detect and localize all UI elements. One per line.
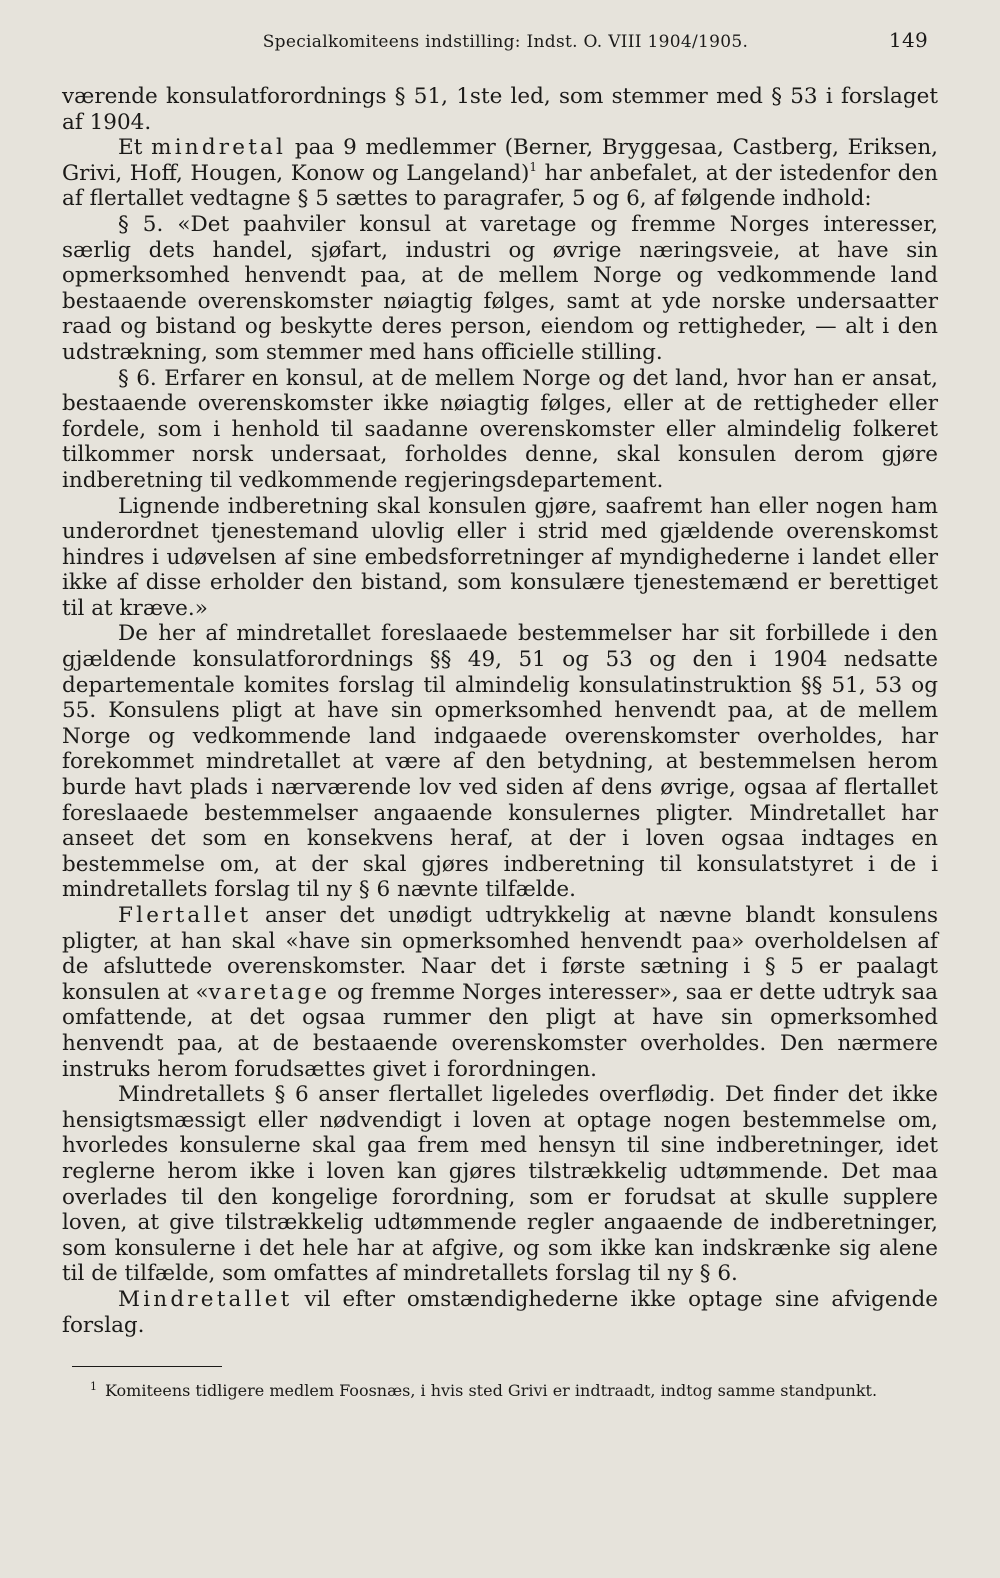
p7-part-b: og fremme Norges interesser», saa er dette udtryk saa omfattende, at det ogsaa rummer den pligt at have sin opmerksomhed henvendt paa, at de bestaaende overenskomster overholdes. Den nærmere instruks herom forudsættes givet i forordningen. — [62, 979, 938, 1082]
footnote-reference[interactable]: 1 — [529, 159, 538, 174]
paragraph-1: værende konsulatforordnings § 51, 1ste led, som stemmer med § 53 i forslaget af 1904. — [62, 84, 938, 135]
paragraph-6: De her af mindretallet foreslaaede bestemmelser har sit forbillede i den gjældende konsulatforordnings §§ 49, 51 og 53 og den i 1904 nedsatte departementale komites forslag til almindelig konsulatinstruktion §§ 51, 53 og 55. Konsulens pligt at have sin opmerksomhed henvendt paa, at de mellem Norge og vedkommende land indgaaede overenskomster overholdes, har forekommet mindretallet at være af den betydning, at bestemmelsen herom burde havt plads i nærværende lov ved siden af dens øvrige, ogsaa af flertallet foreslaaede bestemmelser angaaende konsulernes pligter. Mindretallet har anseet det som en konsekvens heraf, at der i loven ogsaa indtages en bestemmelse om, at der skal gjøres indberetning til konsulatstyret i de i mindretallets forslag til ny § 6 nævnte tilfælde. — [62, 621, 938, 903]
p7-part-a: anser det unødigt udtrykkelig at nævne blandt konsulens pligter, at han skal «have sin opmerksomhed henvendt paa» overholdelsen af de afsluttede overenskomster. Naar det i første sætning i § 5 er paalagt konsulen at « — [62, 903, 938, 1005]
footnote — [62, 1381, 938, 1401]
header-title — [62, 32, 889, 52]
paragraph-5: Lignende indberetning skal konsulen gjøre, saafremt han eller nogen ham underordnet tjenestemand ulovlig eller i strid med gjældende overenskomst hindres i udøvelsen af sine embedsforretninger af myndighederne i landet eller ikke af disse erholder den bistand, som konsulære tjenestemænd er berettiget til at kræve.» — [62, 493, 938, 621]
p9-spaced-word: Mindretallet — [118, 1286, 293, 1312]
p2-lead: Et — [118, 135, 152, 161]
paragraph-section-6: § 6. Erfarer en konsul, at de mellem Norge og det land, hvor han er ansat, bestaaende overenskomster ikke nøiagtig følges, eller at de rettigheder eller fordele, som i henhold til saadanne overenskomster eller almindelig folkeret tilkommer norsk undersaat, forholdes denne, skal konsulen derom gjøre indberetning til vedkommende regjeringsdepartement. — [62, 365, 938, 493]
body-text — [62, 84, 938, 1338]
footnote-mark: 1 — [90, 1380, 97, 1394]
footnote-text: Komiteens tidligere medlem Foosnæs, i hvis sted Grivi er indtraadt, indtog samme standpunkt. — [105, 1381, 878, 1401]
paragraph-9 — [62, 1287, 938, 1338]
running-title: Specialkomiteens indstilling: — [262, 32, 521, 52]
paragraph-7 — [62, 903, 938, 1082]
running-header — [62, 28, 938, 58]
paragraph-section-5: § 5. «Det paahviler konsul at varetage og fremme Norges interesser, særlig dets handel, sjøfart, industri og øvrige næringsveie, at have sin opmerksomhed henvendt paa, at de mellem Norge og vedkommende land bestaaende overenskomster nøiagtig følges, samt at yde norske undersaatter raad og bistand og beskytte deres person, eiendom og rettigheder, — alt i den udstrækning, som stemmer med hans officielle stilling. — [62, 211, 938, 365]
p7-spaced-word: Flertallet — [118, 903, 252, 928]
p2-spaced-word: mindretal — [151, 135, 287, 161]
paragraph-8: Mindretallets § 6 anser flertallet ligeledes overflødig. Det finder det ikke hensigtsmæssigt eller nødvendigt i loven at optage nogen bestemmelse om, hvorledes konsulerne skal gaa frem med hensyn til sine indberetninger, idet reglerne herom ikke i loven kan gjøres tilstrækkelig udtømmende. Det maa overlades til den kongelige forordning, som er forudsat at skulle supplere loven, at give tilstrækkelig udtømmende regler angaaende de indberetninger, som konsulerne i det hele har at afgive, og som ikke kan indskrænke sig alene til de tilfælde, som omfattes af mindretallets forslag til ny § 6. — [62, 1082, 938, 1287]
paragraph-2 — [62, 135, 938, 212]
p9-rest: vil efter omstændighederne ikke optage sine afvigende forslag. — [62, 1286, 938, 1338]
p7-spaced-word-2: varetage — [208, 979, 331, 1005]
footnote-divider — [72, 1366, 222, 1367]
page-number: 149 — [888, 28, 928, 52]
p2-rest: har anbefalet, at der istedenfor den af flertallet vedtagne § 5 sættes to paragrafer, 5 og 6, af følgende indhold: — [62, 160, 938, 212]
document-ref: Indst. O. VIII 1904/1905. — [526, 32, 749, 52]
p2-middle: paa 9 medlemmer (Berner, Bryggesaa, Castberg, Eriksen, Grivi, Hoff, Hougen, Konow og Langeland) — [62, 135, 939, 186]
